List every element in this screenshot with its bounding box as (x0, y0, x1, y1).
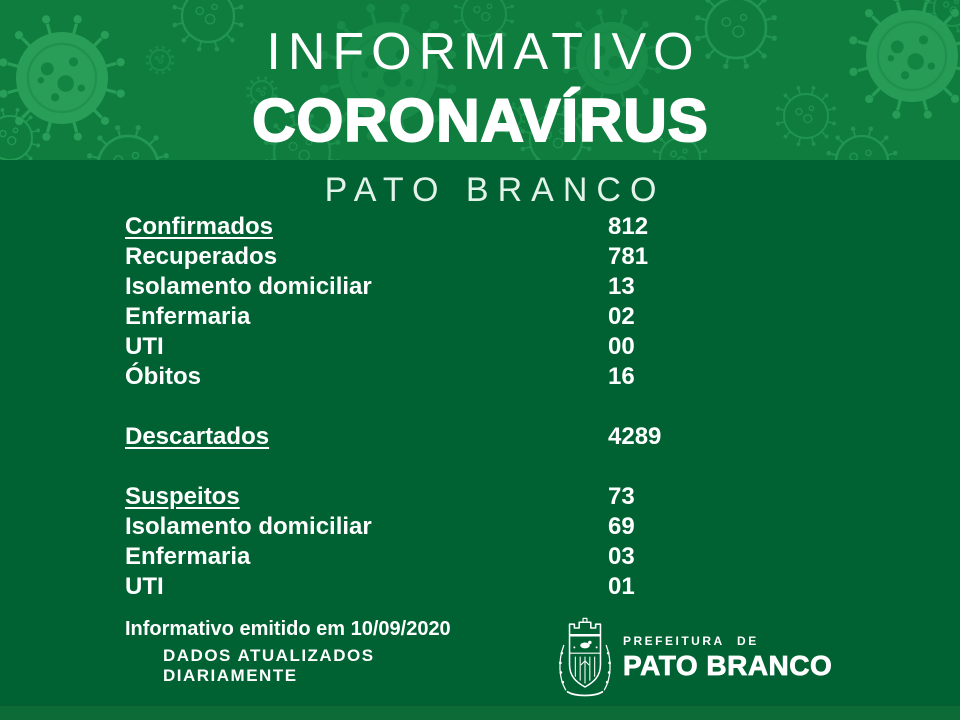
stat-value: 02 (608, 303, 635, 330)
stat-row (125, 482, 685, 512)
updated-daily-line2: DIARIAMENTE (163, 666, 298, 685)
stat-value: 00 (608, 333, 635, 360)
stat-row (125, 212, 685, 242)
logo-city-text: PATO BRANCO (623, 650, 833, 681)
stat-label: Suspeitos (125, 483, 240, 510)
stat-label: UTI (125, 333, 164, 360)
row-spacer (125, 392, 685, 422)
stat-label: Isolamento domiciliar (125, 513, 372, 540)
bottom-strip (0, 705, 960, 720)
stat-row (125, 302, 685, 332)
stat-value: 16 (608, 363, 635, 390)
row-spacer (125, 452, 685, 482)
stat-value: 4289 (608, 423, 662, 450)
updated-daily-text (163, 646, 375, 686)
stat-value: 812 (608, 213, 649, 240)
stat-value: 781 (608, 243, 649, 270)
stat-value: 69 (608, 513, 635, 540)
stat-label: Enfermaria (125, 543, 251, 570)
header-banner (0, 0, 960, 160)
coat-of-arms-icon (556, 614, 614, 702)
stat-label: Descartados (125, 423, 270, 450)
updated-daily-line1: DADOS ATUALIZADOS (163, 646, 375, 665)
stat-row (125, 332, 685, 362)
stat-row (125, 272, 685, 302)
stat-row (125, 362, 685, 392)
bulletin-title: INFORMATIVO (266, 23, 701, 81)
stat-row (125, 572, 685, 602)
stat-value: 01 (608, 573, 635, 600)
city-hall-logo (556, 614, 832, 702)
stat-value: 73 (608, 483, 635, 510)
stat-row (125, 422, 685, 452)
coronavirus-title: CORONAVÍRUS (252, 87, 709, 154)
stat-label: Óbitos (125, 363, 201, 390)
logo-prefeitura-text: PREFEITURA DE (623, 634, 759, 648)
stat-value: 03 (608, 543, 635, 570)
stat-label: UTI (125, 573, 164, 600)
stat-label: Confirmados (125, 213, 274, 240)
stat-label: Enfermaria (125, 303, 251, 330)
stat-row (125, 242, 685, 272)
stats-list (125, 212, 685, 602)
stat-row (125, 512, 685, 542)
stat-row (125, 542, 685, 572)
stat-label: Isolamento domiciliar (125, 273, 372, 300)
stat-label: Recuperados (125, 243, 278, 270)
issue-date-text: Informativo emitido em 10/09/2020 (125, 618, 451, 640)
city-title: PATO BRANCO (324, 171, 666, 209)
logo-wordmark (623, 614, 832, 682)
stat-value: 13 (608, 273, 635, 300)
